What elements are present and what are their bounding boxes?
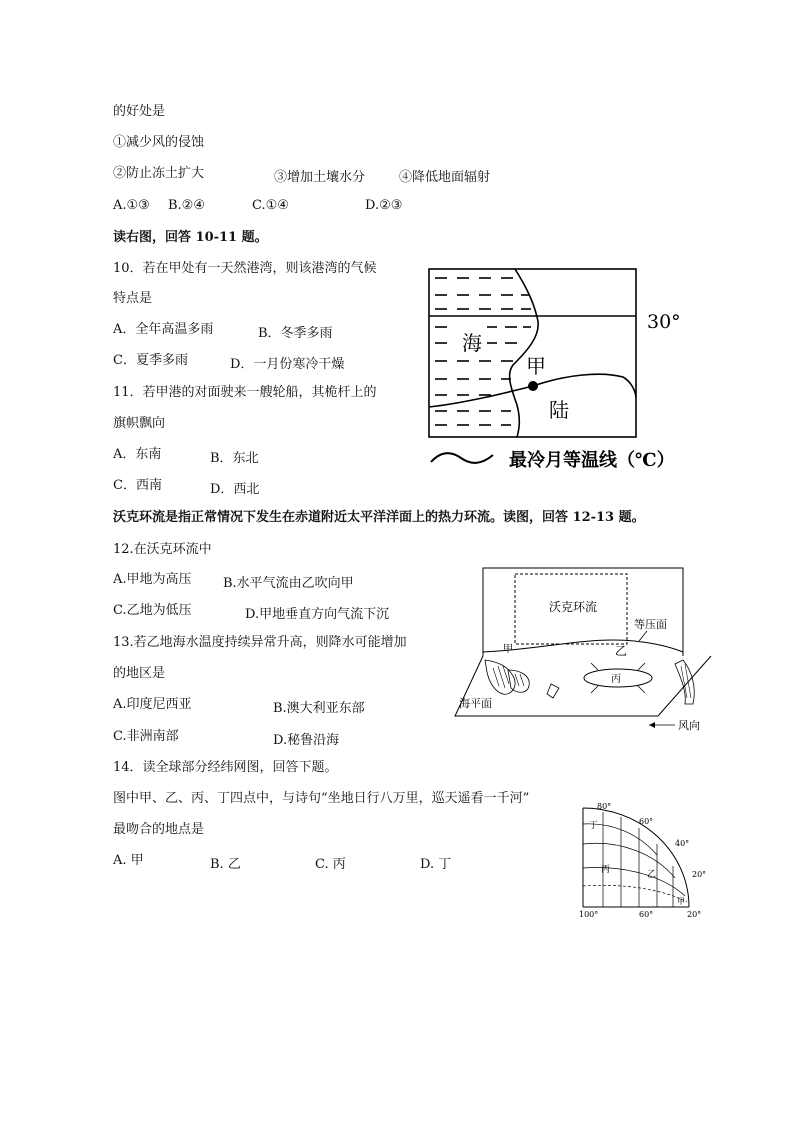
q13-stem: 13.若乙地海水温度持续异常升高，则降水可能增加 [113, 635, 407, 650]
q10-stem-cont: 特点是 [113, 291, 153, 306]
lon-60-label: 60° [639, 910, 654, 919]
isobar-label: 等压面 [634, 618, 667, 631]
q13-choice-a: A.印度尼西亚 [113, 697, 192, 712]
port-jia-dot [528, 381, 538, 391]
jia-label: 甲 [526, 354, 546, 378]
lat-60-label: 60° [639, 817, 654, 826]
option-2: ②防止冻土扩大 [113, 166, 205, 181]
q13-choice-d: D.秘鲁沿海 [273, 733, 340, 748]
legend-isotherm-symbol [431, 453, 493, 463]
lat-30-label: 30° [647, 311, 681, 333]
lat-long-grid-map [575, 800, 710, 920]
option-4: ④降低地面辐射 [399, 170, 491, 185]
q9-choice-c: C.①④ [252, 198, 289, 213]
latitude-arcs [583, 824, 690, 902]
isobaric-surface [483, 640, 683, 652]
q11-choice-d: D．西北 [210, 482, 260, 497]
q12-choice-b: B.水平气流由乙吹向甲 [223, 576, 354, 591]
lat-40-label: 40° [675, 839, 690, 848]
q14-choice-c: C. 丙 [315, 857, 346, 872]
land-label: 陆 [549, 398, 569, 422]
q12-stem: 12.在沃克环流中 [113, 542, 212, 557]
q14-choice-d: D. 丁 [420, 857, 452, 872]
q10-stem: 10．若在甲处有一天然港湾，则该港湾的气候 [113, 261, 377, 276]
q10-choice-c: C．夏季多雨 [113, 353, 188, 368]
q12-choice-d: D.甲地垂直方向气流下沉 [245, 607, 390, 622]
section-heading-10-11: 读右图，回答 10-11 题。 [113, 230, 268, 245]
option-3: ③增加土壤水分 [274, 170, 366, 185]
q13-choice-c: C.非洲南部 [113, 729, 179, 744]
q11-stem-cont: 旗帜飘向 [113, 416, 166, 431]
meridians [603, 812, 673, 907]
q9-choice-d: D.②③ [365, 198, 403, 213]
bing-label: 丙 [611, 674, 621, 685]
sea-label: 海 [462, 331, 482, 355]
q9-choice-a: A.①③ [113, 198, 150, 213]
q14-choice-a: A. 甲 [113, 853, 144, 868]
q11-stem: 11．若甲港的对面驶来一艘轮船，其桅杆上的 [113, 385, 377, 400]
q13-stem-cont: 的地区是 [113, 666, 166, 681]
sea-level-label: 海平面 [459, 697, 492, 710]
q14-choice-b: B. 乙 [210, 857, 241, 872]
q14-stem-cont2: 最吻合的地点是 [113, 822, 205, 837]
q11-choice-c: C．西南 [113, 478, 162, 493]
q14-stem-cont: 图中甲、乙、丙、丁四点中，与诗句“坐地日行八万里，巡天遥看一千河” [113, 791, 530, 806]
lat-80-label: 80° [597, 802, 612, 811]
ding-label: 丁 [589, 821, 599, 831]
q10-choice-a: A．全年高温多雨 [113, 322, 214, 337]
q11-choice-a: A．东南 [113, 447, 162, 462]
option-1: ①减少风的侵蚀 [113, 135, 205, 150]
landmasses [485, 660, 694, 704]
bing-label: 丙 [601, 865, 611, 875]
q11-choice-b: B．东北 [210, 451, 259, 466]
jia-label: 甲 [503, 644, 513, 655]
coastline-isotherm-map [425, 265, 695, 480]
q9-choice-b: B.②④ [168, 198, 205, 213]
legend-label: 最冷月等温线（℃） [509, 450, 675, 471]
jia-label: 甲 [677, 897, 685, 906]
lon-100-label: 100° [579, 910, 599, 919]
q10-choice-b: B．冬季多雨 [258, 326, 333, 341]
yi-label: 乙 [647, 870, 657, 880]
lat-20-label: 20° [692, 870, 707, 879]
walker-label: 沃克环流 [549, 600, 598, 614]
section-heading-12-13: 沃克环流是指正常情况下发生在赤道附近太平洋洋面上的热力环流。读图，回答 12-13 题。 [113, 510, 645, 525]
wind-label: 风向 [678, 719, 700, 732]
q10-choice-d: D．一月份寒冷干燥 [230, 357, 345, 372]
walker-circulation-diagram [453, 566, 718, 736]
land-hatching [493, 664, 691, 698]
q12-choice-c: C.乙地为低压 [113, 603, 192, 618]
q9-stem-tail: 的好处是 [113, 104, 166, 119]
lon-20-label: 20° [687, 910, 702, 919]
q13-choice-b: B.澳大利亚东部 [273, 701, 365, 716]
yi-label: 乙 [615, 644, 628, 658]
q12-choice-a: A.甲地为高压 [113, 572, 192, 587]
q14-stem: 14．读全球部分经纬网图，回答下题。 [113, 760, 338, 775]
